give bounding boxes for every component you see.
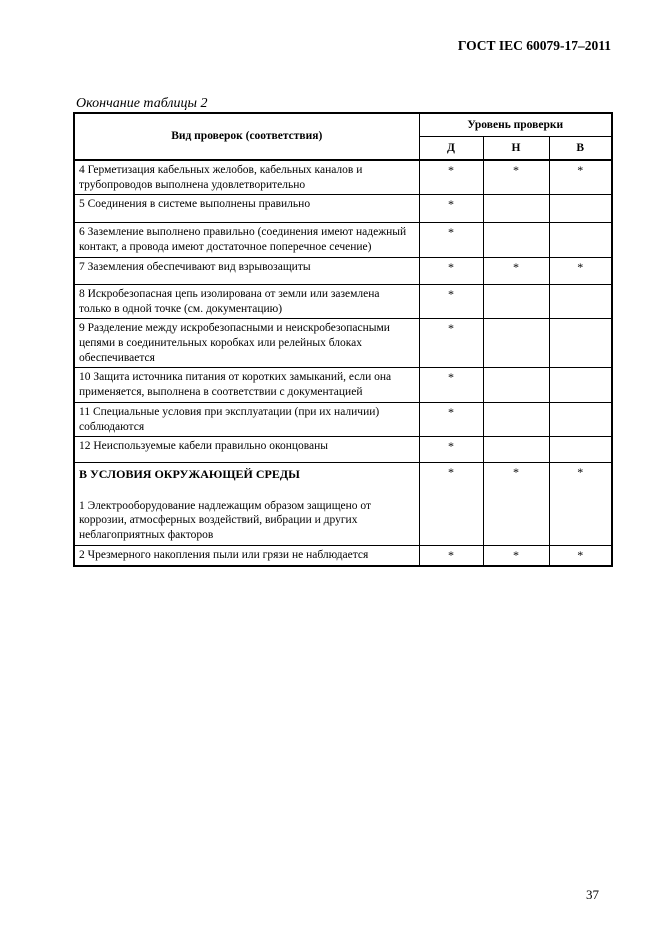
inspection-table: [73, 112, 613, 567]
mark-v: *: [549, 545, 612, 566]
mark-v: [549, 284, 612, 318]
mark-n: [483, 368, 549, 402]
section-title: В УСЛОВИЯ ОКРУЖАЮЩЕЙ СРЕДЫ: [79, 467, 300, 482]
mark-d: *: [419, 195, 483, 223]
level-header-n: Н: [483, 137, 549, 161]
mark-v: *: [549, 257, 612, 284]
row-text: 5 Соединения в системе выполнены правильно: [74, 195, 419, 223]
column-header-level: Уровень проверки: [419, 113, 612, 137]
mark-d: *: [419, 223, 483, 257]
table-row: [74, 402, 612, 436]
mark-n: *: [483, 257, 549, 284]
row-text: 12 Неиспользуемые кабели правильно оконцованы: [74, 437, 419, 463]
mark-n: [483, 195, 549, 223]
mark-n: *: [483, 463, 549, 546]
row-text: 4 Герметизация кабельных желобов, кабельных каналов и трубопроводов выполнена удовлетворительно: [74, 160, 419, 195]
mark-d: *: [419, 368, 483, 402]
mark-n: [483, 437, 549, 463]
mark-d: *: [419, 284, 483, 318]
table-row: [74, 368, 612, 402]
mark-d: *: [419, 463, 483, 546]
standard-header: ГОСТ IEC 60079-17–2011: [457, 38, 611, 53]
page-number: 37: [586, 887, 599, 902]
mark-n: *: [483, 545, 549, 566]
table-row: [74, 257, 612, 284]
level-header-d: Д: [419, 137, 483, 161]
row-text: 7 Заземления обеспечивают вид взрывозащиты: [74, 257, 419, 284]
mark-d: *: [419, 437, 483, 463]
mark-v: [549, 437, 612, 463]
mark-v: *: [549, 160, 612, 195]
table-row: [74, 223, 612, 257]
section-cell: [74, 463, 419, 546]
mark-v: [549, 319, 612, 368]
mark-n: [483, 402, 549, 436]
row-text: 6 Заземление выполнено правильно (соединения имеют надежный контакт, а провода имеют достаточное поперечное сечение): [74, 223, 419, 257]
mark-v: [549, 402, 612, 436]
mark-n: [483, 223, 549, 257]
mark-n: [483, 319, 549, 368]
table-row: [74, 463, 612, 546]
mark-d: *: [419, 160, 483, 195]
row-text: 10 Защита источника питания от коротких замыканий, если она применяется, выполнена в соответствии с документацией: [74, 368, 419, 402]
row-text: 1 Электрооборудование надлежащим образом защищено от коррозии, атмосферных воздействий, вибрации и других неблагоприятных факторов: [79, 499, 372, 542]
column-header-type: Вид проверок (соответствия): [74, 113, 419, 160]
mark-v: [549, 195, 612, 223]
mark-v: *: [549, 463, 612, 546]
mark-n: *: [483, 160, 549, 195]
mark-n: [483, 284, 549, 318]
row-text: 2 Чрезмерного накопления пыли или грязи не наблюдается: [74, 545, 419, 566]
mark-v: [549, 223, 612, 257]
mark-d: *: [419, 402, 483, 436]
table-row: [74, 545, 612, 566]
mark-d: *: [419, 545, 483, 566]
mark-d: *: [419, 319, 483, 368]
table-caption: Окончание таблицы 2: [76, 96, 208, 111]
mark-d: *: [419, 257, 483, 284]
row-text: 9 Разделение между искробезопасными и неискробезопасными цепями в соединительных коробках или релейных блоках обеспечивается: [74, 319, 419, 368]
table-row: [74, 437, 612, 463]
table-row: [74, 284, 612, 318]
table-row: [74, 319, 612, 368]
mark-v: [549, 368, 612, 402]
table-row: [74, 160, 612, 195]
row-text: 8 Искробезопасная цепь изолирована от земли или заземлена только в одной точке (см. документацию): [74, 284, 419, 318]
row-text: 11 Специальные условия при эксплуатации (при их наличии) соблюдаются: [74, 402, 419, 436]
level-header-v: В: [549, 137, 612, 161]
table-row: [74, 195, 612, 223]
